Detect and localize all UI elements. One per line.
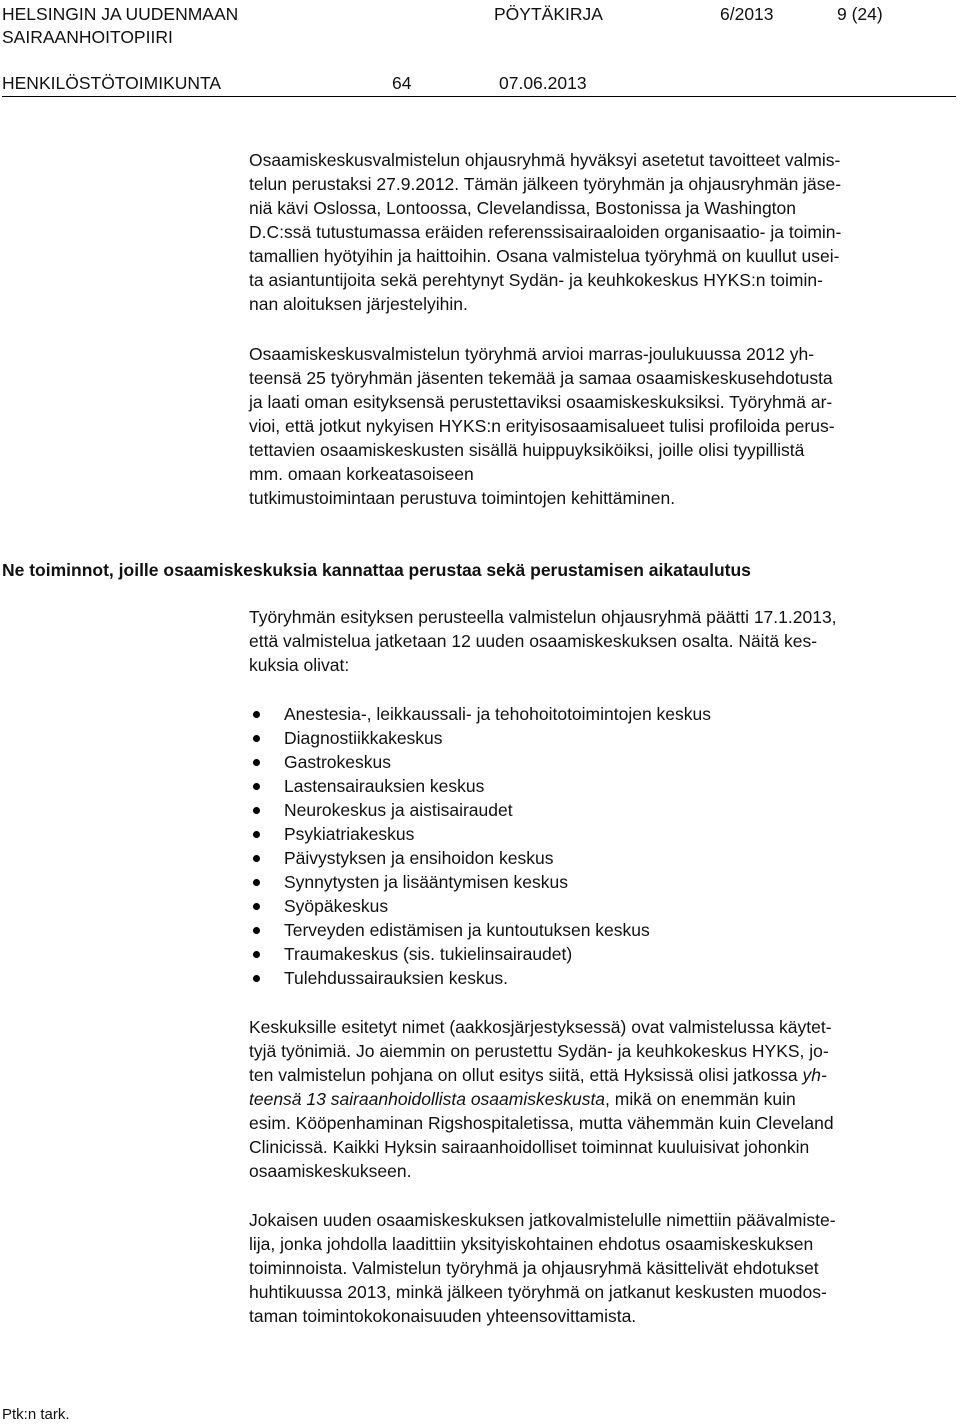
text-line: taman toimintokokonaisuuden yhteensovittamista. <box>249 1306 637 1326</box>
text-line: mm. omaan korkeatasoiseen <box>249 464 474 484</box>
footer-initials-label: Ptk:n tark. <box>2 1406 70 1423</box>
list-item-label: Traumakeskus (sis. tukielinsairaudet) <box>284 944 573 964</box>
text-line: tyjä työnimiä. Jo aiemmin on perustettu Sydän- ja keuhkokeskus HYKS, jo- <box>249 1041 829 1061</box>
text-line: ta asiantuntijoita sekä perehtynyt Sydän- ja keuhkokeskus HYKS:n toimin- <box>249 270 823 290</box>
list-item <box>249 966 711 990</box>
page-number: 9 (24) <box>837 4 883 24</box>
text-line: huhtikuussa 2013, minkä jälkeen työryhmä on jatkanut keskusten muodos- <box>249 1282 827 1302</box>
list-item <box>249 894 711 918</box>
bullet-icon <box>253 783 260 790</box>
text-line: esim. Kööpenhaminan Rigshospitaletissa, mutta vähemmän kuin Cleveland <box>249 1113 834 1133</box>
list-item <box>249 918 711 942</box>
list-item-label: Terveyden edistämisen ja kuntoutuksen keskus <box>284 920 650 940</box>
list-item-label: Päivystyksen ja ensihoidon keskus <box>284 848 554 868</box>
document-number: 6/2013 <box>720 4 774 24</box>
org-name-line2: SAIRAANHOITOPIIRI <box>2 27 173 47</box>
text-line: tutkimustoimintaan perustuva toimintojen kehittäminen. <box>249 488 676 508</box>
org-name-line1: HELSINGIN JA UUDENMAAN <box>2 4 239 24</box>
bullet-icon <box>253 879 260 886</box>
list-item-label: Gastrokeskus <box>284 752 391 772</box>
text-line: vioi, että jotkut nykyisen HYKS:n erityisosaamisalueet tulisi profiloida perus- <box>249 416 835 436</box>
text-line: D.C:ssä tutustumassa eräiden referenssisairaaloiden organisaatio- ja toimin- <box>249 222 842 242</box>
header-rule <box>2 96 956 97</box>
text-line: Työryhmän esityksen perusteella valmistelun ohjausryhmä päätti 17.1.2013, <box>249 607 837 627</box>
text-line: teensä 25 työryhmän jäsenten tekemää ja samaa osaamiskeskusehdotusta <box>249 368 833 388</box>
text-line: niä kävi Oslossa, Lontoossa, Clevelandissa, Bostonissa ja Washington <box>249 198 797 218</box>
text-line: Clinicissä. Kaikki Hyksin sairaanhoidolliset toiminnat kuuluisivat johonkin <box>249 1137 810 1157</box>
list-item-label: Diagnostiikkakeskus <box>284 728 443 748</box>
document-type: PÖYTÄKIRJA <box>494 4 603 24</box>
text-line: kuksia olivat: <box>249 655 350 675</box>
text-line: tettavien osaamiskeskusten sisällä huippuyksiköiksi, joille olisi tyypillistä <box>249 440 805 460</box>
list-item <box>249 702 711 726</box>
paragraph-5 <box>249 1208 955 1328</box>
centers-list <box>249 702 711 990</box>
list-item-label: Syöpäkeskus <box>284 896 389 916</box>
text-line: Osaamiskeskusvalmistelun ohjausryhmä hyväksyi asetetut tavoitteet valmis- <box>249 150 841 170</box>
bullet-icon <box>253 927 260 934</box>
list-item <box>249 774 711 798</box>
list-item-label: Neurokeskus ja aistisairaudet <box>284 800 513 820</box>
bullet-icon <box>253 855 260 862</box>
bullet-icon <box>253 807 260 814</box>
section-heading: Ne toiminnot, joille osaamiskeskuksia kannattaa perustaa sekä perustamisen aikataulutus <box>2 560 751 580</box>
italic-text-run: teensä 13 sairaanhoidollista osaamiskeskusta <box>249 1089 606 1109</box>
list-item <box>249 822 711 846</box>
bullet-icon <box>253 975 260 982</box>
list-item-label: Synnytysten ja lisääntymisen keskus <box>284 872 569 892</box>
list-item-label: Psykiatriakeskus <box>284 824 415 844</box>
text-line: toiminnoista. Valmistelun työryhmä ja ohjausryhmä käsittelivät ehdotukset <box>249 1258 819 1278</box>
text-line <box>249 1087 955 1111</box>
text-line: osaamiskeskukseen. <box>249 1161 412 1181</box>
text-line: että valmistelua jatketaan 12 uuden osaamiskeskuksen osalta. Näitä kes- <box>249 631 818 651</box>
text-line: telun perustaksi 27.9.2012. Tämän jälkeen työryhmän ja ohjausryhmän jäse- <box>249 174 842 194</box>
text-line: Jokaisen uuden osaamiskeskuksen jatkovalmistelulle nimettiin päävalmiste- <box>249 1210 836 1230</box>
list-item <box>249 750 711 774</box>
list-item <box>249 846 711 870</box>
list-item-label: Tulehdussairauksien keskus. <box>284 968 509 988</box>
paragraph-3 <box>249 605 955 677</box>
section-number: 64 <box>392 73 412 93</box>
text-line: lija, jonka johdolla laadittiin yksityiskohtainen ehdotus osaamiskeskuksen <box>249 1234 814 1254</box>
text-run: , mikä on enemmän kuin <box>605 1089 796 1109</box>
bullet-icon <box>253 711 260 718</box>
list-item <box>249 870 711 894</box>
text-line: tamallien hyötyihin ja haittoihin. Osana valmistelua työryhmä on kuullut usei- <box>249 246 840 266</box>
list-item-label: Anestesia-, leikkaussali- ja tehohoitotoimintojen keskus <box>284 704 712 724</box>
bullet-icon <box>253 831 260 838</box>
paragraph-1 <box>249 148 955 316</box>
bullet-icon <box>253 903 260 910</box>
italic-text-run: yh- <box>802 1065 827 1085</box>
list-item <box>249 726 711 750</box>
list-item-label: Lastensairauksien keskus <box>284 776 485 796</box>
text-line: ja laati oman esityksensä perustettaviksi osaamiskeskuksiksi. Työryhmä ar- <box>249 392 833 412</box>
text-line: nan aloituksen järjestelyihin. <box>249 294 468 314</box>
bullet-icon <box>253 735 260 742</box>
paragraph-4 <box>249 1015 955 1183</box>
paragraph-2 <box>249 342 955 510</box>
bullet-icon <box>253 759 260 766</box>
text-line: Osaamiskeskusvalmistelun työryhmä arvioi marras-joulukuussa 2012 yh- <box>249 344 815 364</box>
list-item <box>249 942 711 966</box>
list-item <box>249 798 711 822</box>
committee-name: HENKILÖSTÖTOIMIKUNTA <box>2 73 222 93</box>
text-line <box>249 1063 955 1087</box>
text-line: Keskuksille esitetyt nimet (aakkosjärjestyksessä) ovat valmistelussa käytet- <box>249 1017 832 1037</box>
bullet-icon <box>253 951 260 958</box>
text-run: ten valmistelun pohjana on ollut esitys siitä, että Hyksissä olisi jatkossa <box>249 1065 803 1085</box>
meeting-date: 07.06.2013 <box>499 73 587 93</box>
